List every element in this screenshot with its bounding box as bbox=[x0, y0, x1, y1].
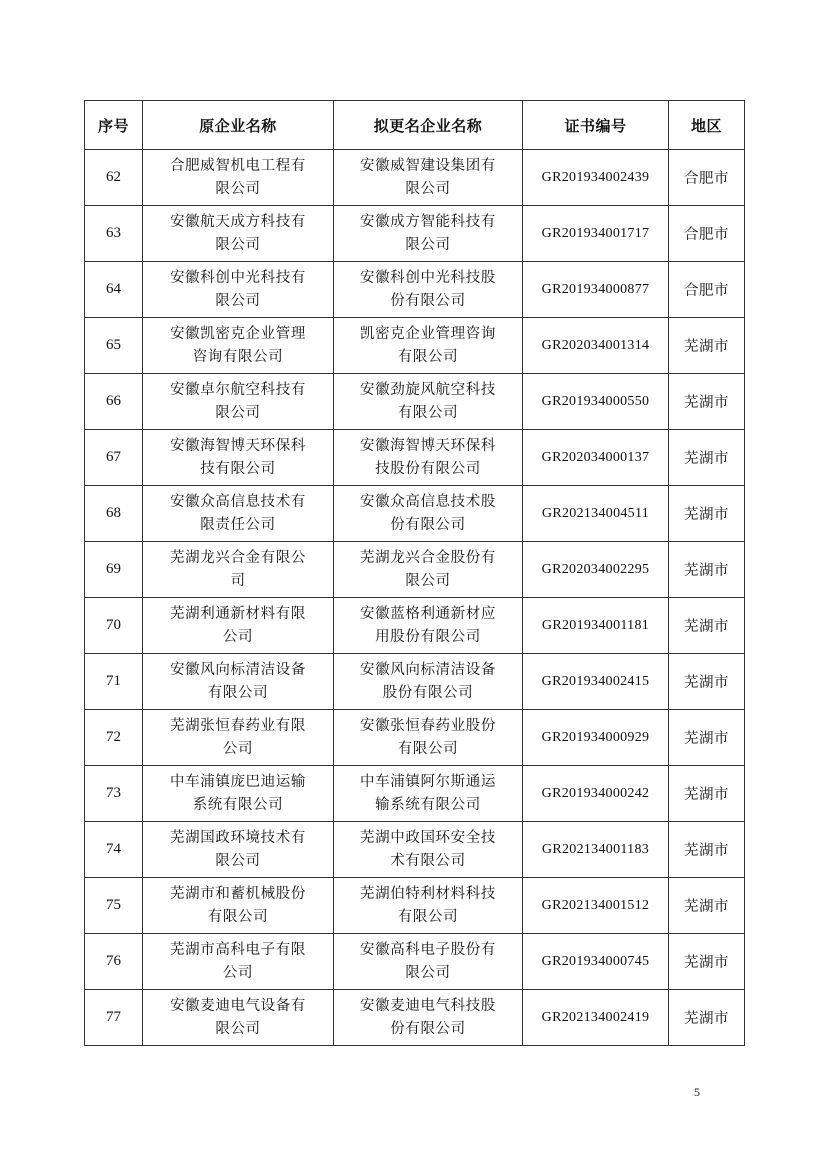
row-new-name: 安徽科创中光科技股份有限公司 bbox=[360, 269, 496, 309]
row-old-name: 安徽众高信息技术有限责任公司 bbox=[170, 493, 306, 533]
row-seq: 77 bbox=[85, 990, 143, 1046]
row-seq: 74 bbox=[85, 822, 143, 878]
row-old-name: 芜湖市高科电子有限公司 bbox=[170, 941, 306, 981]
row-region: 芜湖市 bbox=[669, 990, 745, 1046]
row-seq: 71 bbox=[85, 654, 143, 710]
row-old-name-cell bbox=[143, 430, 334, 486]
row-cert: GR202034000137 bbox=[523, 430, 669, 486]
row-cert: GR201934002439 bbox=[523, 150, 669, 206]
row-region: 芜湖市 bbox=[669, 598, 745, 654]
row-old-name: 安徽卓尔航空科技有限公司 bbox=[170, 381, 306, 421]
row-cert: GR202034002295 bbox=[523, 542, 669, 598]
row-cert: GR202134002419 bbox=[523, 990, 669, 1046]
row-seq: 64 bbox=[85, 262, 143, 318]
table-row bbox=[85, 766, 745, 822]
row-new-name: 安徽劲旋风航空科技有限公司 bbox=[360, 381, 496, 421]
row-seq: 75 bbox=[85, 878, 143, 934]
row-new-name: 安徽成方智能科技有限公司 bbox=[360, 213, 496, 253]
row-seq: 76 bbox=[85, 934, 143, 990]
row-old-name: 中车浦镇庞巴迪运输系统有限公司 bbox=[170, 773, 306, 813]
row-old-name-cell bbox=[143, 934, 334, 990]
row-region: 芜湖市 bbox=[669, 710, 745, 766]
row-region: 芜湖市 bbox=[669, 934, 745, 990]
table-row bbox=[85, 430, 745, 486]
row-old-name: 安徽航天成方科技有限公司 bbox=[170, 213, 306, 253]
row-region: 合肥市 bbox=[669, 150, 745, 206]
row-seq: 69 bbox=[85, 542, 143, 598]
table-row bbox=[85, 934, 745, 990]
row-new-name: 安徽张恒春药业股份有限公司 bbox=[360, 717, 496, 757]
table-row bbox=[85, 878, 745, 934]
row-new-name-cell bbox=[334, 878, 523, 934]
row-region: 芜湖市 bbox=[669, 822, 745, 878]
header-row bbox=[85, 101, 745, 150]
row-old-name-cell bbox=[143, 598, 334, 654]
row-new-name: 凯密克企业管理咨询有限公司 bbox=[360, 325, 496, 365]
table-body bbox=[85, 150, 745, 1046]
row-seq: 73 bbox=[85, 766, 143, 822]
row-cert: GR202134004511 bbox=[523, 486, 669, 542]
row-region: 芜湖市 bbox=[669, 486, 745, 542]
row-old-name-cell bbox=[143, 654, 334, 710]
row-old-name: 合肥威智机电工程有限公司 bbox=[170, 157, 306, 197]
row-region: 芜湖市 bbox=[669, 430, 745, 486]
row-old-name: 芜湖张恒春药业有限公司 bbox=[170, 717, 306, 757]
row-old-name-cell bbox=[143, 318, 334, 374]
row-old-name-cell bbox=[143, 374, 334, 430]
row-seq: 72 bbox=[85, 710, 143, 766]
row-region: 芜湖市 bbox=[669, 878, 745, 934]
row-new-name-cell bbox=[334, 486, 523, 542]
row-new-name-cell bbox=[334, 934, 523, 990]
row-new-name-cell bbox=[334, 430, 523, 486]
row-old-name: 安徽海智博天环保科技有限公司 bbox=[170, 437, 306, 477]
row-new-name: 安徽蓝格利通新材应用股份有限公司 bbox=[360, 605, 496, 645]
row-region: 合肥市 bbox=[669, 206, 745, 262]
row-old-name-cell bbox=[143, 486, 334, 542]
row-old-name-cell bbox=[143, 710, 334, 766]
row-old-name-cell bbox=[143, 990, 334, 1046]
row-old-name: 芜湖国政环境技术有限公司 bbox=[170, 829, 306, 869]
row-seq: 66 bbox=[85, 374, 143, 430]
row-cert: GR201934000745 bbox=[523, 934, 669, 990]
row-new-name-cell bbox=[334, 598, 523, 654]
header-new-name: 拟更名企业名称 bbox=[334, 101, 523, 150]
row-new-name-cell bbox=[334, 206, 523, 262]
row-old-name-cell bbox=[143, 822, 334, 878]
row-new-name-cell bbox=[334, 542, 523, 598]
header-old-name: 原企业名称 bbox=[143, 101, 334, 150]
row-old-name-cell bbox=[143, 542, 334, 598]
row-seq: 67 bbox=[85, 430, 143, 486]
table-row bbox=[85, 822, 745, 878]
row-old-name: 安徽麦迪电气设备有限公司 bbox=[170, 997, 306, 1037]
row-old-name: 安徽风向标清洁设备有限公司 bbox=[170, 661, 306, 701]
row-cert: GR202034001314 bbox=[523, 318, 669, 374]
row-old-name: 安徽科创中光科技有限公司 bbox=[170, 269, 306, 309]
table-row bbox=[85, 374, 745, 430]
row-old-name: 安徽凯密克企业管理咨询有限公司 bbox=[170, 325, 306, 365]
row-cert: GR202134001183 bbox=[523, 822, 669, 878]
row-seq: 65 bbox=[85, 318, 143, 374]
table-row bbox=[85, 318, 745, 374]
row-new-name: 芜湖龙兴合金股份有限公司 bbox=[360, 549, 496, 589]
header-seq: 序号 bbox=[85, 101, 143, 150]
row-seq: 62 bbox=[85, 150, 143, 206]
row-region: 合肥市 bbox=[669, 262, 745, 318]
row-cert: GR201934002415 bbox=[523, 654, 669, 710]
row-new-name: 安徽海智博天环保科技股份有限公司 bbox=[360, 437, 496, 477]
page-number: 5 bbox=[694, 1085, 700, 1099]
row-seq: 70 bbox=[85, 598, 143, 654]
row-old-name: 芜湖市和蓄机械股份有限公司 bbox=[170, 885, 306, 925]
table-row bbox=[85, 206, 745, 262]
row-old-name: 芜湖龙兴合金有限公司 bbox=[170, 549, 306, 589]
table-row bbox=[85, 710, 745, 766]
row-new-name-cell bbox=[334, 990, 523, 1046]
row-region: 芜湖市 bbox=[669, 318, 745, 374]
row-seq: 68 bbox=[85, 486, 143, 542]
table-row bbox=[85, 542, 745, 598]
table-header bbox=[85, 101, 745, 150]
row-region: 芜湖市 bbox=[669, 542, 745, 598]
row-cert: GR201934000550 bbox=[523, 374, 669, 430]
row-old-name-cell bbox=[143, 766, 334, 822]
table-row bbox=[85, 654, 745, 710]
header-cert: 证书编号 bbox=[523, 101, 669, 150]
table-row bbox=[85, 598, 745, 654]
row-new-name: 芜湖中政国环安全技术有限公司 bbox=[360, 829, 496, 869]
row-new-name-cell bbox=[334, 654, 523, 710]
row-old-name: 芜湖利通新材料有限公司 bbox=[170, 605, 306, 645]
company-rename-table bbox=[84, 100, 745, 1046]
row-old-name-cell bbox=[143, 262, 334, 318]
row-new-name-cell bbox=[334, 822, 523, 878]
row-new-name: 安徽众高信息技术股份有限公司 bbox=[360, 493, 496, 533]
row-new-name-cell bbox=[334, 710, 523, 766]
row-seq: 63 bbox=[85, 206, 143, 262]
row-old-name-cell bbox=[143, 150, 334, 206]
row-old-name-cell bbox=[143, 878, 334, 934]
header-region: 地区 bbox=[669, 101, 745, 150]
row-new-name-cell bbox=[334, 318, 523, 374]
table-row bbox=[85, 990, 745, 1046]
row-new-name-cell bbox=[334, 374, 523, 430]
row-old-name-cell bbox=[143, 206, 334, 262]
row-new-name: 安徽威智建设集团有限公司 bbox=[360, 157, 496, 197]
table-row bbox=[85, 486, 745, 542]
row-cert: GR201934000929 bbox=[523, 710, 669, 766]
row-region: 芜湖市 bbox=[669, 654, 745, 710]
row-new-name: 芜湖伯特利材料科技有限公司 bbox=[360, 885, 496, 925]
row-new-name: 安徽麦迪电气科技股份有限公司 bbox=[360, 997, 496, 1037]
table-row bbox=[85, 150, 745, 206]
row-new-name-cell bbox=[334, 766, 523, 822]
row-region: 芜湖市 bbox=[669, 766, 745, 822]
row-new-name-cell bbox=[334, 150, 523, 206]
row-cert: GR201934000877 bbox=[523, 262, 669, 318]
row-new-name: 安徽风向标清洁设备股份有限公司 bbox=[360, 661, 496, 701]
row-cert: GR201934001181 bbox=[523, 598, 669, 654]
row-new-name: 中车浦镇阿尔斯通运输系统有限公司 bbox=[360, 773, 496, 813]
row-new-name: 安徽高科电子股份有限公司 bbox=[360, 941, 496, 981]
row-cert: GR201934000242 bbox=[523, 766, 669, 822]
table-row bbox=[85, 262, 745, 318]
row-new-name-cell bbox=[334, 262, 523, 318]
row-region: 芜湖市 bbox=[669, 374, 745, 430]
row-cert: GR201934001717 bbox=[523, 206, 669, 262]
row-cert: GR202134001512 bbox=[523, 878, 669, 934]
